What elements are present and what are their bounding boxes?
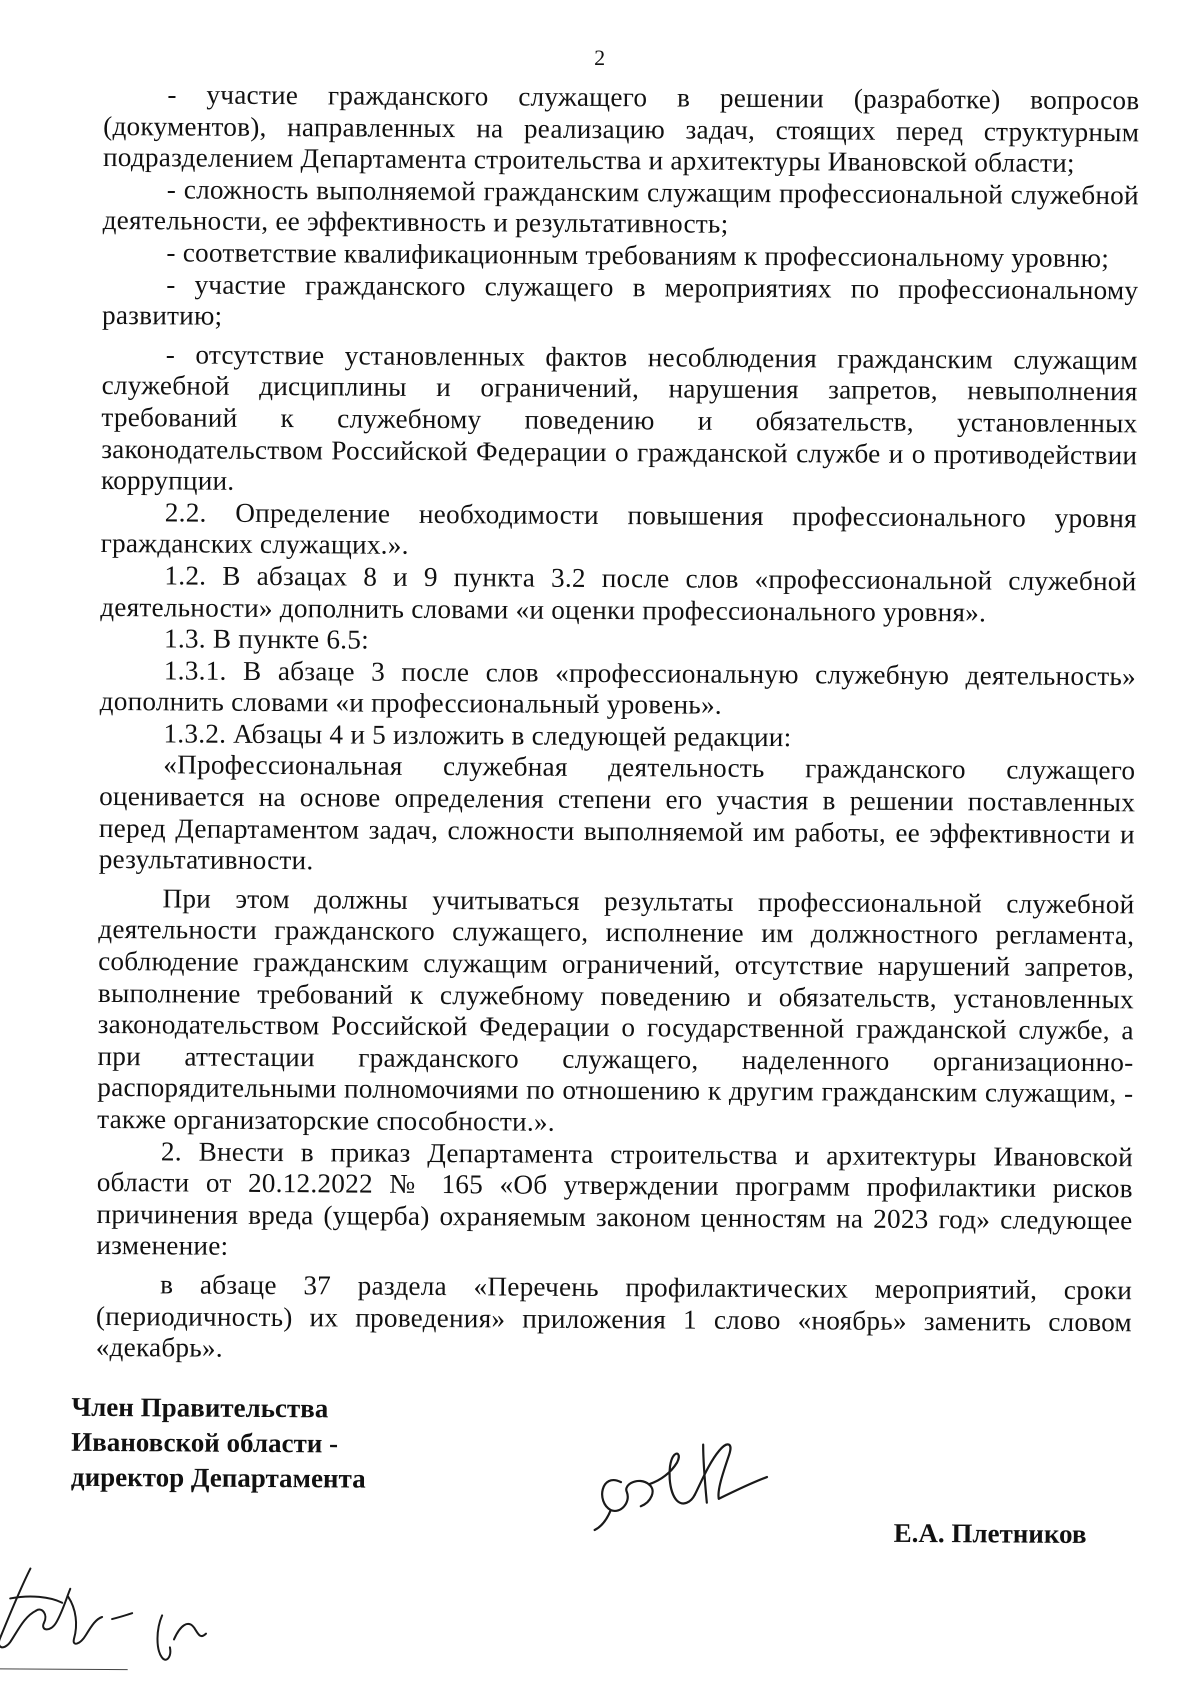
paragraph: в абзаце 37 раздела «Перечень профилактических мероприятий, сроки (периодичность) их проведения» приложения 1 слово «ноябрь» заменить словом «декабрь». — [95, 1269, 1133, 1363]
paragraph: - отсутствие установленных фактов несоблюдения гражданским служащим служебной дисциплины и ограничений, нарушения запретов, невыполнения требований к служебному поведению и обязательств, установленных законодательством Российской Федерации о гражданской службе и о противодействии коррупции. — [100, 339, 1138, 496]
paragraph: - участие гражданского служащего в решении (разработке) вопросов (документов), направленных на реализацию задач, стоящих перед структурным подразделением Департамента строительства и архитектуры Ивановской области; — [102, 79, 1140, 179]
signatory-name: Е.А. Плетников — [893, 1517, 1087, 1550]
signatory-title-line: Член Правительства — [71, 1391, 329, 1424]
signatory-title-line: Ивановской области - — [71, 1426, 339, 1459]
paragraph: 1.3.2. Абзацы 4 и 5 изложить в следующей редакции: — [163, 718, 792, 753]
approval-initials — [0, 1558, 250, 1670]
paragraph: 1.3.1. В абзаце 3 после слов «профессиональную служебную деятельность» дополнить словами «и профессиональный уровень». — [99, 655, 1136, 721]
page-number: 2 — [594, 44, 606, 71]
paragraph: 2. Внести в приказ Департамента строительства и архитектуры Ивановской области от 20.12.2022 № 165 «Об утверждении программ профилактики рисков причинения вреда (ущерба) охраняемым законом ценностям на 2023 год» следующее изменение: — [96, 1135, 1134, 1262]
signatory-title-line: директор Департамента — [70, 1461, 366, 1494]
signatory-title — [71, 1390, 432, 1497]
paragraph: - участие гражданского служащего в мероприятиях по профессиональному развитию; — [101, 268, 1139, 331]
paragraph: «Профессиональная служебная деятельность гражданского служащего оценивается на основе определения степени его участия в решении поставленных перед Департаментом задач, сложности выполняемой им работы, ее эффективности и результативности. — [98, 749, 1136, 876]
paragraph: 1.2. В абзацах 8 и 9 пункта 3.2 после слов «профессиональной служебной деятельности» дополнить словами «и оценки профессионального уровня». — [100, 560, 1137, 627]
paragraph: 2.2. Определение необходимости повышения профессионального уровня гражданских служащих.». — [100, 497, 1137, 561]
paragraph: При этом должны учитываться результаты профессиональной служебной деятельности гражданского служащего, исполнение им должностного регламента, соблюдение гражданским служащим ограничений, отсутствие нарушений запретов, выполнение требований к служебному поведению и обязательств, установленных законодательством Российской Федерации о государственной гражданской службе, а при аттестации гражданского служащего, наделенного организационно-распорядительными полномочиями по отношению к другим гражданским служащим, - также организаторские способности.». — [97, 883, 1135, 1137]
paragraph: - соответствие квалификационным требованиям к профессиональному уровню; — [166, 237, 1110, 274]
handwritten-signature — [591, 1432, 782, 1533]
paragraph: 1.3. В пункте 6.5: — [164, 623, 370, 655]
paragraph: - сложность выполняемой гражданским служащим профессиональной служебной деятельности, ее эффективность и результативность; — [102, 174, 1139, 240]
